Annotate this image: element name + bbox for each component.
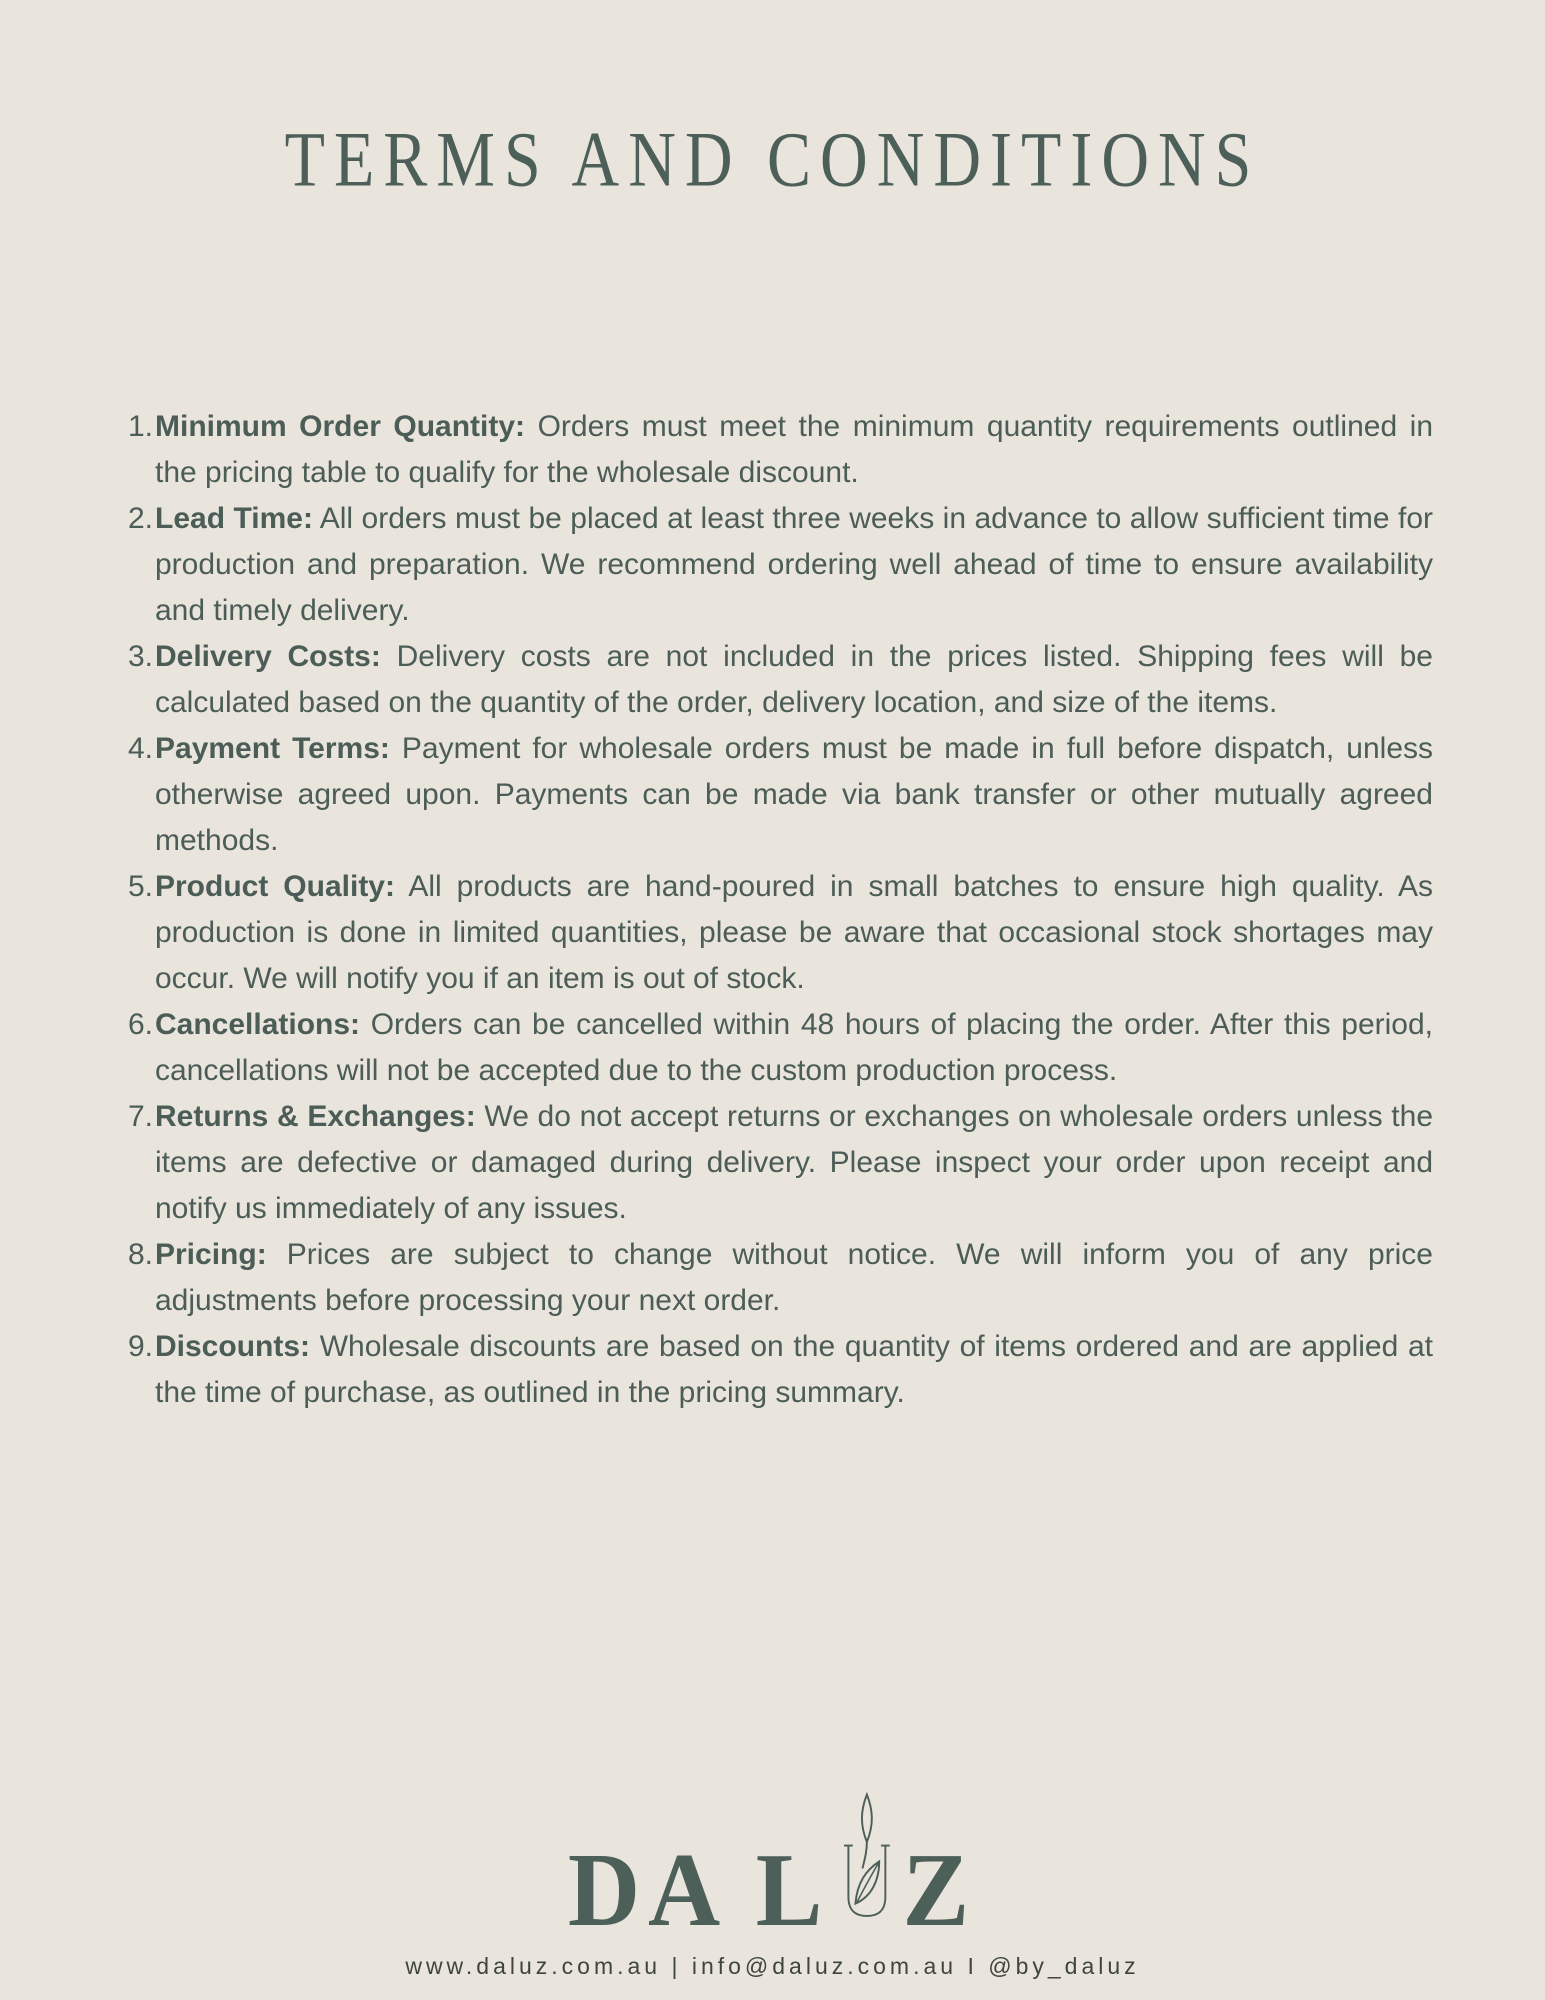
term-text <box>153 496 1433 634</box>
term-text <box>153 1094 1433 1232</box>
term-number: 8. <box>127 1238 153 1271</box>
term-body: Payment for wholesale orders must be made in full before dispatch, unless otherwise agreed upon. Payments can be made via bank transfer or other mutually agreed methods. <box>155 732 1433 857</box>
term-label: Payment Terms: <box>155 732 390 765</box>
term-label: Delivery Costs: <box>155 640 381 673</box>
term-item-minimum-order-quantity <box>123 404 1433 496</box>
term-label: Minimum Order Quantity: <box>155 410 526 443</box>
terms-list <box>123 404 1433 1416</box>
term-label: Product Quality: <box>155 870 395 903</box>
term-number: 1. <box>127 410 153 443</box>
term-body: Wholesale discounts are based on the quantity of items ordered and are applied at the time of purchase, as outlined in the pricing summary. <box>155 1330 1433 1409</box>
term-text <box>153 864 1433 1002</box>
term-text <box>153 1002 1433 1094</box>
term-body: Delivery costs are not included in the prices listed. Shipping fees will be calculated based on the quantity of the order, delivery location, and size of the items. <box>155 640 1433 719</box>
term-text <box>153 726 1433 864</box>
term-item-discounts <box>123 1324 1433 1416</box>
term-text <box>153 404 1433 496</box>
term-text <box>153 1324 1433 1416</box>
term-item-lead-time <box>123 496 1433 634</box>
term-number: 2. <box>127 502 153 535</box>
term-item-product-quality <box>123 864 1433 1002</box>
term-label: Returns & Exchanges: <box>155 1100 476 1133</box>
term-number: 9. <box>127 1330 153 1363</box>
term-body: Orders must meet the minimum quantity requirements outlined in the pricing table to qualify for the wholesale discount. <box>155 410 1434 489</box>
candle-flame-leaf-icon <box>837 1791 895 1943</box>
term-item-payment-terms <box>123 726 1433 864</box>
logo-text-left: DA L <box>567 1831 831 1949</box>
term-body: All products are hand-poured in small batches to ensure high quality. As production is done in limited quantities, please be aware that occasional stock shortages may occur. We will notify you if an item is out of stock. <box>155 870 1434 995</box>
brand-logo <box>0 1791 1545 1949</box>
term-label: Discounts: <box>155 1330 311 1363</box>
term-body: We do not accept returns or exchanges on wholesale orders unless the items are defective or damaged during delivery. Please inspect your order upon receipt and notify us immediately of any issues. <box>155 1100 1434 1225</box>
term-text <box>153 1232 1433 1324</box>
term-item-delivery-costs <box>123 634 1433 726</box>
term-label: Lead Time: <box>155 502 313 535</box>
term-number: 3. <box>127 640 153 673</box>
logo-text-right: Z <box>902 1831 978 1949</box>
term-body: Prices are subject to change without notice. We will inform you of any price adjustments before processing your next order. <box>155 1238 1433 1317</box>
term-item-cancellations <box>123 1002 1433 1094</box>
term-body: Orders can be cancelled within 48 hours of placing the order. After this period, cancellations will not be accepted due to the custom production process. <box>155 1008 1433 1087</box>
term-number: 7. <box>127 1100 153 1133</box>
term-item-returns-exchanges <box>123 1094 1433 1232</box>
page-title: TERMS AND CONDITIONS <box>284 117 1261 204</box>
term-body: All orders must be placed at least three weeks in advance to allow sufficient time for production and preparation. We recommend ordering well ahead of time to ensure availability and timely delivery. <box>155 502 1434 627</box>
term-item-pricing <box>123 1232 1433 1324</box>
term-number: 6. <box>127 1008 153 1041</box>
footer-contact-line: www.daluz.com.au | info@daluz.com.au I @by_daluz <box>405 1953 1140 1979</box>
term-number: 4. <box>127 732 153 765</box>
term-number: 5. <box>127 870 153 903</box>
term-label: Cancellations: <box>155 1008 361 1041</box>
term-label: Pricing: <box>155 1238 267 1271</box>
term-text <box>153 634 1433 726</box>
